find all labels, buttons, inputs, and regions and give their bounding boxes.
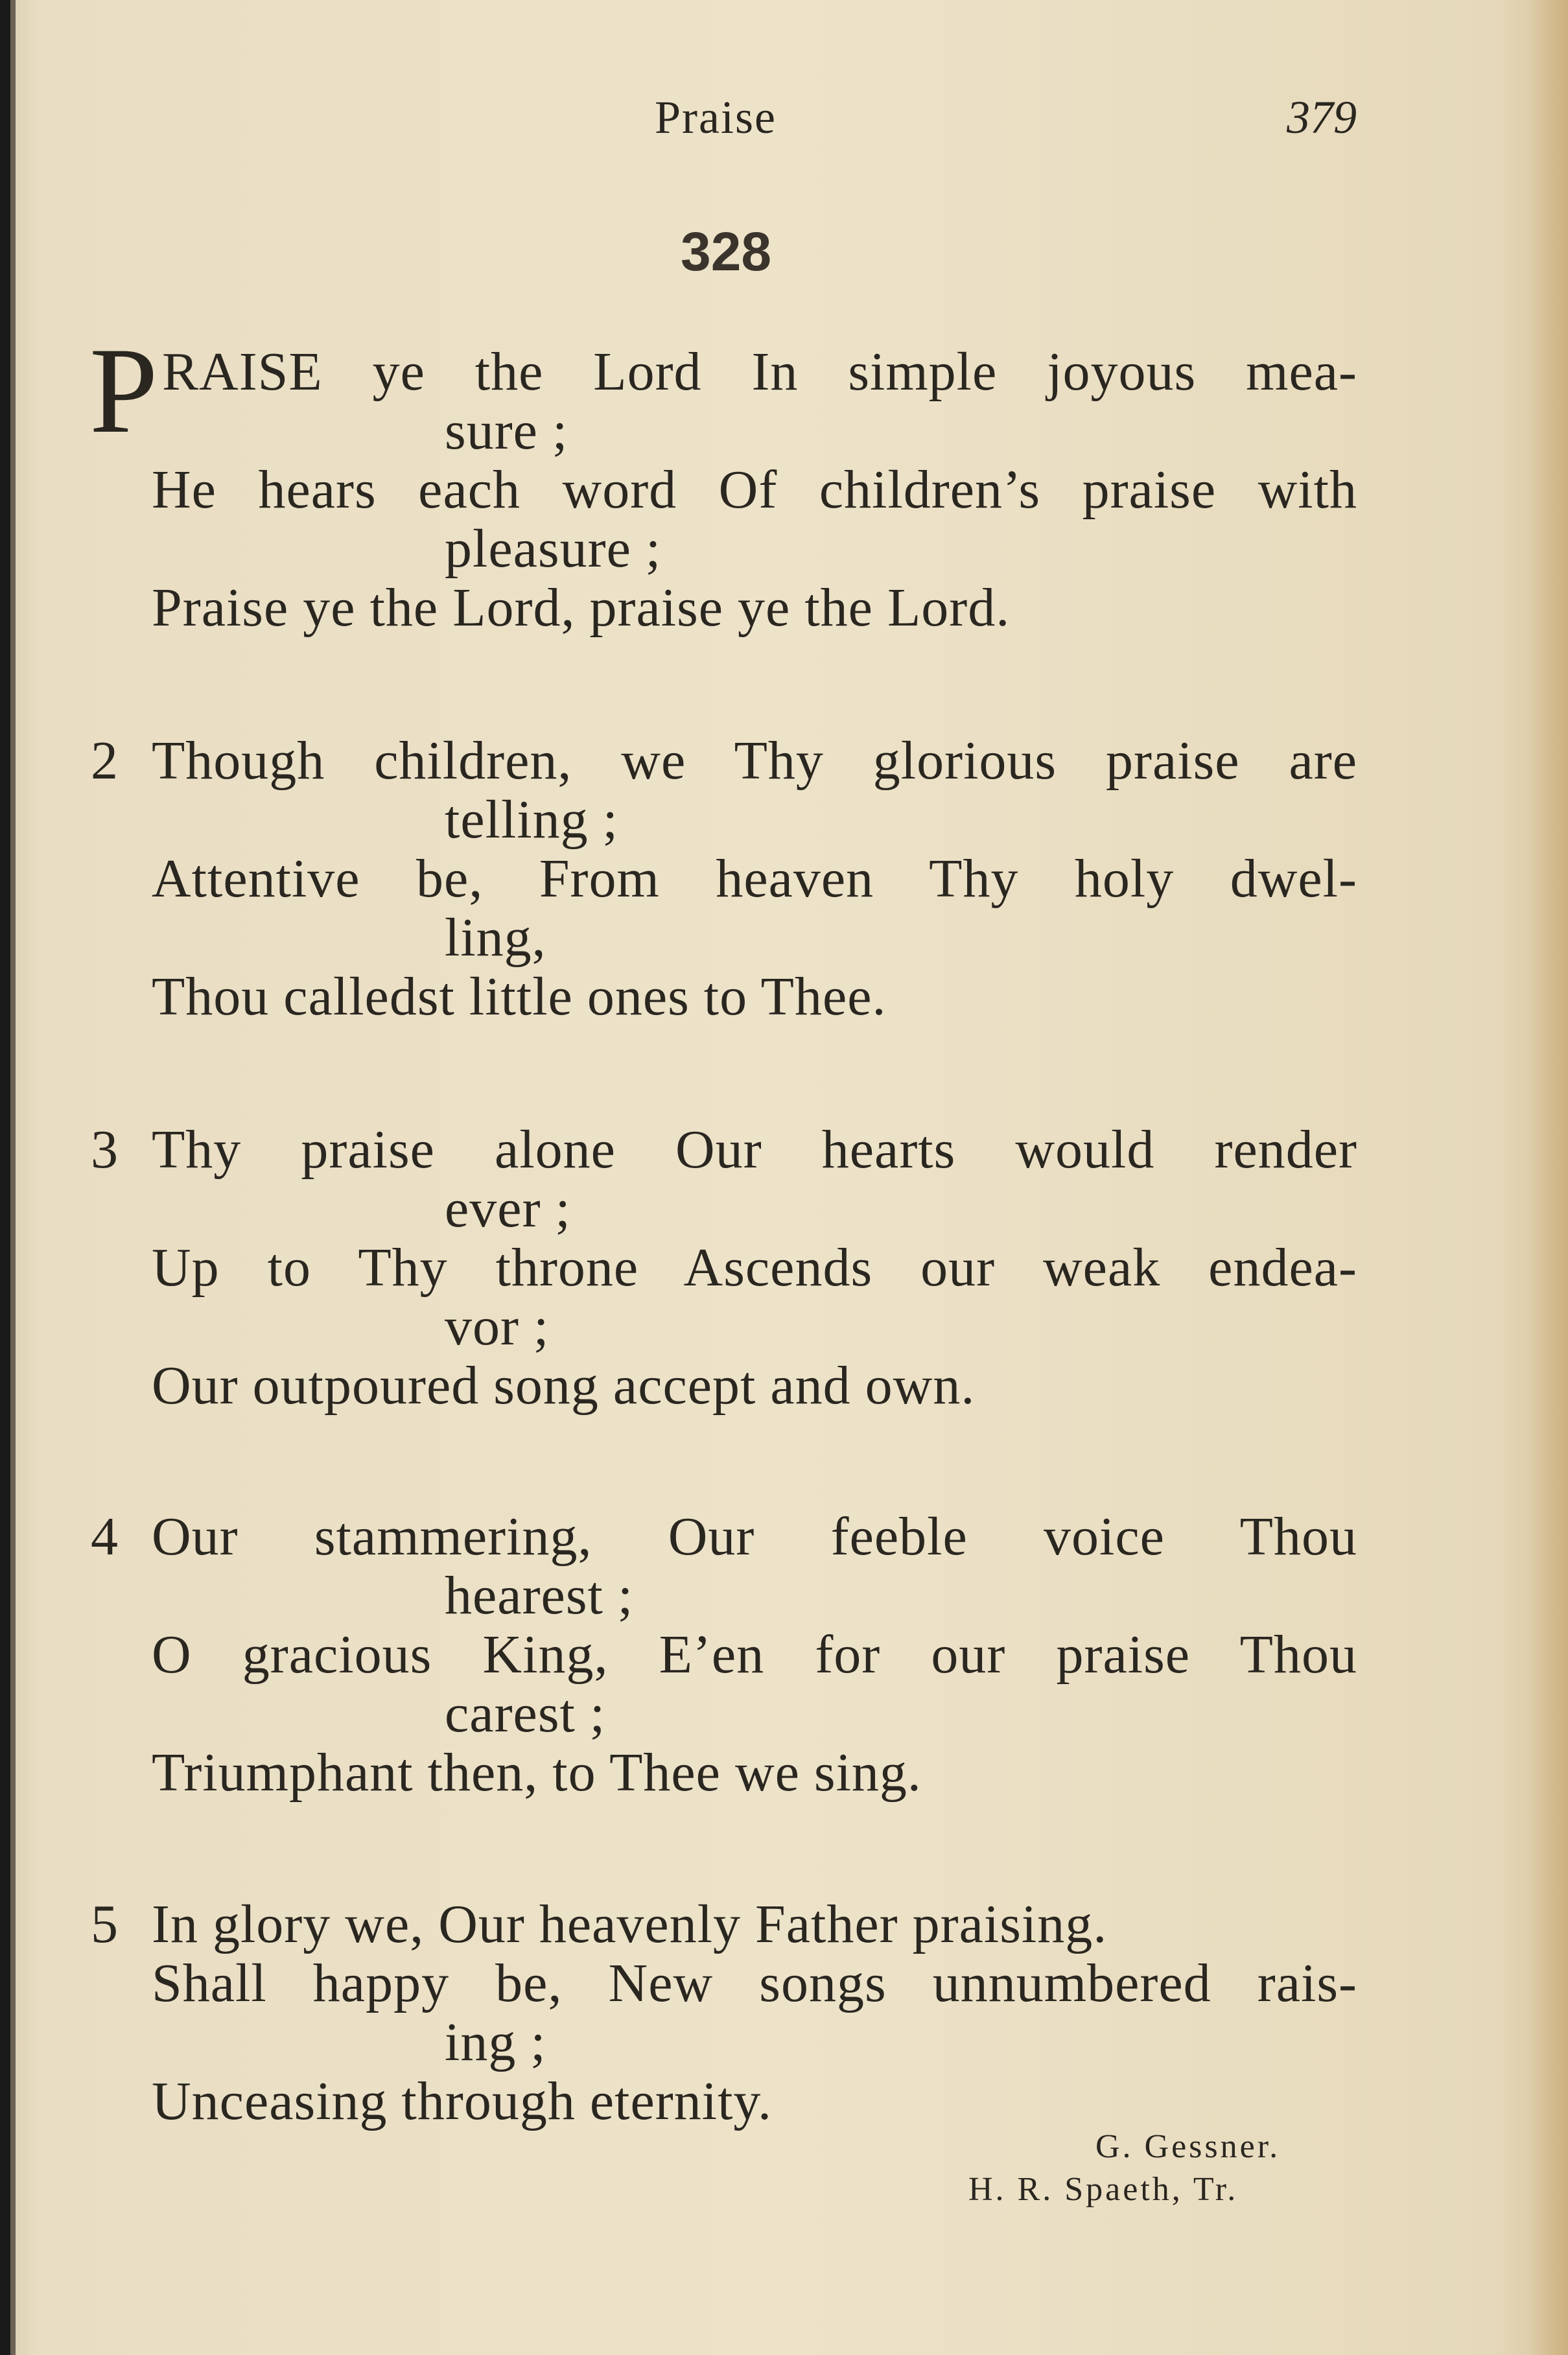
- page-edge-stain: [1529, 0, 1568, 2355]
- verse-number: 2: [91, 731, 118, 791]
- page-number: 379: [1287, 91, 1357, 143]
- verse-line: Thy praise alone Our hearts would render: [152, 1119, 1357, 1180]
- translator-credit: H. R. Spaeth, Tr.: [968, 2171, 1239, 2208]
- verse-line: carest ;: [445, 1683, 606, 1744]
- verse-line: Our outpoured song accept and own.: [152, 1355, 976, 1416]
- verse-line: Unceasing through eternity.: [152, 2071, 772, 2131]
- verse-line: Triumphant then, to Thee we sing.: [152, 1742, 922, 1803]
- verse-line: ever ;: [445, 1178, 571, 1239]
- binding-shadow: [10, 0, 16, 2355]
- verse-line: Thou calledst little ones to Thee.: [152, 967, 887, 1027]
- binding-edge: [0, 0, 10, 2355]
- verse-line: Our stammering, Our feeble voice Thou: [152, 1506, 1357, 1567]
- verse-line: O gracious King, E’en for our praise Thou: [152, 1624, 1357, 1685]
- verse-line: He hears each word Of children’s praise with: [152, 460, 1357, 520]
- verse-line: ing ;: [445, 2012, 546, 2072]
- verse-line: sure ;: [445, 401, 568, 461]
- verse-number: 4: [91, 1506, 118, 1567]
- verse-line: Shall happy be, New songs unnumbered rais-: [152, 1953, 1357, 2013]
- verse-line: Up to Thy throne Ascends our weak endea-: [152, 1237, 1357, 1298]
- verse-line: Attentive be, From heaven Thy holy dwel-: [152, 849, 1357, 909]
- verse-line: RAISE ye the Lord In simple joyous mea-: [162, 342, 1357, 402]
- verse-line: telling ;: [445, 790, 618, 850]
- running-head: Praise: [655, 91, 777, 143]
- verse-line: Though children, we Thy glorious praise are: [152, 731, 1357, 791]
- verse-number: 5: [91, 1894, 118, 1954]
- verse-line: pleasure ;: [445, 519, 662, 579]
- author-credit: G. Gessner.: [1095, 2128, 1281, 2165]
- verse-number: 3: [91, 1119, 118, 1180]
- verse-line: ling,: [445, 908, 546, 968]
- verse-line: Praise ye the Lord, praise ye the Lord.: [152, 578, 1011, 638]
- verse-line: vor ;: [445, 1296, 550, 1357]
- verse-line: In glory we, Our heavenly Father praising.: [152, 1894, 1108, 1954]
- hymn-number: 328: [681, 221, 772, 282]
- drop-cap: P: [89, 323, 158, 459]
- verse-line: hearest ;: [445, 1565, 634, 1626]
